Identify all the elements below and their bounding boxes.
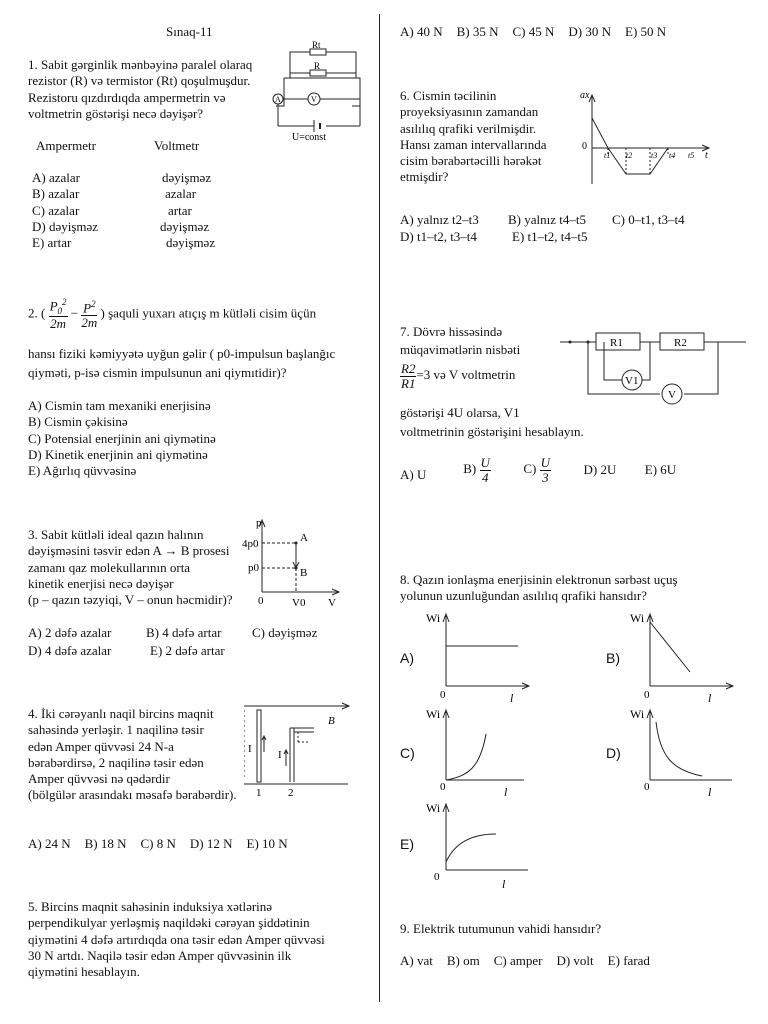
- q6-option-b[interactable]: B) yalnız t4–t5: [508, 212, 586, 227]
- q8-axis-label: 0: [440, 781, 446, 793]
- q8-axis-label: l: [502, 877, 506, 891]
- q3-line: zamanı qaz molekullarının orta: [28, 559, 191, 575]
- q8-graph-e[interactable]: [424, 798, 534, 894]
- q6-acceleration-graph: [578, 86, 714, 190]
- q3-option-a[interactable]: A) 2 dəfə azalar: [28, 625, 112, 640]
- q2-fraction: $\frac{P_0^2}{2m}$: [49, 297, 67, 332]
- q9-option-b[interactable]: B) om: [446, 953, 480, 968]
- q3-line: (p – qazın təzyiqi, V – onun həcmidir)?: [28, 592, 233, 607]
- q1-line: rezistor (R) və termistor (Rt) qoşulmuşdur.: [28, 73, 251, 89]
- q8-axis-label: Wi: [426, 801, 441, 815]
- q5-option-e[interactable]: E) 50 N: [625, 24, 667, 39]
- q5-line: 30 N artdı. Naqilə təsir edən Amper qüvvəsinin ilk: [28, 947, 292, 963]
- q2-formula-line: 2. ( $\frac{P_0^2}{2m}$ − $\frac{P^2}{2m}$ ) şaquli yuxarı atıçış m kütləli cisim üçün: [28, 297, 317, 332]
- q7-options: [400, 456, 676, 484]
- q4-wires-diagram: [244, 698, 354, 802]
- q6-fig-label: 0: [582, 141, 587, 152]
- q7-fig-label: V: [668, 389, 676, 401]
- q2-options: [28, 398, 216, 479]
- q3-line: kinetik enerjisi necə dəyişər: [28, 575, 174, 591]
- q4-option-c[interactable]: C) 8 N: [140, 836, 176, 851]
- q8-option-c-label[interactable]: C): [400, 745, 415, 761]
- q8-axis-label: Wi: [630, 611, 645, 625]
- q6-option-c[interactable]: C) 0–t1, t3–t4: [612, 212, 685, 227]
- q6-fig-label: ax: [580, 90, 590, 101]
- q8-graph-b[interactable]: [628, 608, 738, 704]
- q3-option-d[interactable]: D) 4 dəfə azalar: [28, 643, 112, 658]
- q8-axis-label: Wi: [426, 611, 441, 625]
- q1-circuit-diagram: [268, 40, 373, 144]
- q4-line: bərabərdirsə, 2 naqilinə təsir edən: [28, 754, 204, 770]
- q6-fig-label: t2: [626, 151, 633, 160]
- q1-option-e[interactable]: E) artar dəyişməz: [32, 235, 216, 250]
- q4-fig-label: I: [248, 743, 252, 755]
- q2-line: qiyməti, p-isə cismin impulsunun ani qiymıtidir)?: [28, 365, 287, 380]
- q2-fraction: $\frac{P^2}{2m}$: [81, 298, 98, 330]
- q9-option-a[interactable]: A) vat: [400, 953, 433, 968]
- q8-line: yolunun uzunluğundan asılılıq qrafiki hansıdır?: [400, 588, 647, 604]
- q5-option-d[interactable]: D) 30 N: [568, 24, 611, 39]
- q3-fig-label: 4p0: [242, 538, 259, 550]
- q4-fig-label: 2: [288, 787, 294, 799]
- q8-axis-label: l: [510, 691, 514, 704]
- q1-fig-label: U=const: [292, 132, 326, 143]
- q3-fig-label: p0: [248, 562, 259, 574]
- q3-fig-label: V: [328, 597, 336, 609]
- q4-line: sahəsində yerləşir. 1 naqilinə təsir: [28, 722, 204, 738]
- q6-line: Hansı zaman intervallarında: [400, 136, 547, 152]
- q1-fig-label: Rt: [312, 40, 321, 50]
- q6-fig-label: t1: [604, 151, 611, 160]
- q8-graph-c[interactable]: [424, 704, 534, 800]
- q3-fig-label: B: [300, 567, 308, 579]
- q7-option-d[interactable]: D) 2U: [583, 462, 617, 478]
- q1-line: 1. Sabit gərginlik mənbəyinə paralel olaraq: [28, 57, 253, 72]
- q8-axis-label: Wi: [630, 707, 645, 721]
- q1-fig-label: V: [311, 95, 317, 104]
- q8-line: 8. Qazın ionlaşma enerjisinin elektronun sərbəst uçuş: [400, 572, 678, 587]
- q7-option-a[interactable]: A) U: [400, 466, 427, 482]
- q2-option-c[interactable]: C) Potensial enerjinin ani qiymətinə: [28, 430, 216, 446]
- q7-circuit-diagram: [560, 328, 750, 406]
- q4-options: [28, 836, 302, 852]
- q6-options-row2: [400, 229, 587, 245]
- q8-axis-label: 0: [440, 689, 446, 701]
- q2-option-e[interactable]: E) Ağırlıq qüvvəsinə: [28, 463, 137, 478]
- question-1: [28, 57, 252, 122]
- q7-option-c[interactable]: C) $\frac{U}{3}$: [523, 455, 551, 485]
- q9-option-d[interactable]: D) volt: [556, 953, 594, 968]
- q1-line: voltmetrin göstərişi necə dəyişər?: [28, 105, 204, 121]
- question-8: [400, 572, 678, 605]
- q8-option-e-label[interactable]: E): [400, 836, 414, 852]
- column-divider: [379, 14, 380, 1002]
- q1-fig-label: A: [275, 95, 281, 104]
- q5-line: perpendikulyar yerləşmiş naqildəki cərəyan şiddətinin: [28, 915, 310, 931]
- q7-line: göstərişi 4U olarsa, V1: [400, 405, 520, 420]
- q5-option-c[interactable]: C) 45 N: [512, 24, 555, 39]
- q4-option-b[interactable]: B) 18 N: [84, 836, 127, 851]
- q6-option-d[interactable]: D) t1–t2, t3–t4: [400, 229, 477, 244]
- q8-graph-d[interactable]: [628, 704, 738, 800]
- q8-axis-label: 0: [434, 871, 440, 883]
- q1-col-ammeter: Ampermetr: [36, 138, 96, 153]
- q6-options-row1: [400, 212, 685, 228]
- q3-fig-label: V0: [292, 597, 306, 609]
- q7-line: voltmetrinin göstərişini hesablayın.: [400, 424, 584, 439]
- q3-options-row1: [28, 625, 317, 641]
- q3-fig-label: 0: [258, 595, 264, 607]
- question-4: [28, 706, 237, 804]
- q1-options: [32, 170, 215, 251]
- question-6: [400, 88, 547, 186]
- q6-line: 6. Cismin təcilinin: [400, 88, 497, 103]
- q1-col-voltmeter: Voltmetr: [154, 138, 200, 153]
- q6-option-e[interactable]: E) t1–t2, t4–t5: [512, 229, 588, 244]
- q7-fig-label: V1: [625, 375, 639, 387]
- q3-option-b[interactable]: B) 4 dəfə artar: [146, 625, 222, 640]
- q8-graph-a[interactable]: [424, 608, 534, 704]
- q8-axis-label: l: [504, 785, 508, 799]
- q7-line: müqavimətlərin nisbəti: [400, 342, 521, 357]
- q8-axis-label: Wi: [426, 707, 441, 721]
- q6-fig-label: t: [705, 150, 708, 161]
- q6-fig-label: t5: [688, 151, 695, 160]
- q8-axis-label: 0: [644, 781, 650, 793]
- q3-fig-label: A: [300, 532, 308, 544]
- q7-ratio-line: $\frac{R2}{R1}$ =3 və V voltmetrin: [401, 361, 516, 391]
- q5-option-a[interactable]: A) 40 N: [400, 24, 443, 39]
- q3-fig-label: p: [256, 517, 262, 529]
- q4-option-a[interactable]: A) 24 N: [28, 836, 71, 851]
- q8-axis-label: l: [708, 691, 712, 704]
- q1-fig-label: R: [314, 61, 321, 71]
- q4-line: (bölgülər arasındakı məsafə bərabərdir).: [28, 787, 237, 803]
- q2-option-b[interactable]: B) Cismin çəkisinə: [28, 414, 128, 430]
- q6-fig-label: t3: [651, 151, 658, 160]
- q1-option-c[interactable]: C) azalar artar: [32, 202, 192, 218]
- q5-option-b[interactable]: B) 35 N: [456, 24, 499, 39]
- q6-option-a[interactable]: A) yalnız t2–t3: [400, 212, 479, 227]
- q8-option-b-label[interactable]: B): [606, 650, 620, 666]
- q5-options: [400, 24, 680, 40]
- q1-option-d[interactable]: D) dəyişməz dəyişməz: [32, 218, 210, 234]
- q6-line: asılılıq qrafiki verilmişdir.: [400, 120, 537, 136]
- q5-line: qiymətini hesablayın.: [28, 964, 140, 979]
- q9-option-c[interactable]: C) amper: [493, 953, 543, 968]
- q9-options: [400, 953, 664, 969]
- q2-option-a[interactable]: A) Cismin tam mexaniki enerjisinə: [28, 398, 211, 413]
- q4-fig-label: I: [278, 749, 282, 761]
- q4-fig-label: B: [328, 715, 335, 727]
- q6-line: etmişdir?: [400, 169, 449, 185]
- q2-line: hansı fiziki kəmiyyətə uyğun gəlir ( p0-impulsun başlanğıc: [28, 346, 336, 361]
- q4-fig-label: 1: [256, 787, 262, 799]
- q8-option-a-label[interactable]: A): [400, 650, 414, 666]
- q8-axis-label: l: [708, 785, 712, 799]
- q4-option-d[interactable]: D) 12 N: [189, 836, 233, 851]
- q9-option-e[interactable]: E) farad: [607, 953, 650, 968]
- q6-line: cisim bərabərtəcilli hərəkət: [400, 153, 542, 168]
- question-3: [28, 527, 233, 608]
- q9-question: 9. Elektrik tutumunun vahidi hansıdır?: [400, 921, 602, 936]
- q4-line: Amper qüvvəsi nə qədərdir: [28, 771, 170, 786]
- q7-option-e[interactable]: E) 6U: [644, 462, 677, 478]
- q3-options-row2: [28, 643, 225, 659]
- q7-fig-label: R2: [674, 337, 687, 349]
- q8-axis-label: 0: [644, 689, 650, 701]
- question-5: [28, 899, 325, 980]
- q7-option-b[interactable]: B) $\frac{U}{4}$: [463, 455, 490, 485]
- q4-line: edən Amper qüvvəsi 24 N-a: [28, 738, 174, 754]
- q3-option-e[interactable]: E) 2 dəfə artar: [150, 643, 225, 658]
- q2-option-d[interactable]: D) Kinetik enerjinin ani qiymətinə: [28, 446, 208, 462]
- q5-line: qiymətini 4 dəfə artırdıqda ona təsir edən Amper qüvvəsi: [28, 931, 325, 947]
- q7-line: 7. Dövrə hissəsində: [400, 324, 503, 339]
- page-title: Sınaq-11: [166, 24, 213, 39]
- q3-pv-graph: [240, 514, 345, 612]
- q1-line: Rezistoru qızdırdıqda ampermetrin və: [28, 89, 226, 105]
- q1-option-b[interactable]: B) azalar azalar: [32, 186, 197, 202]
- q4-line: 4. İki cərəyanlı naqil bircins maqnit: [28, 706, 214, 721]
- q3-option-c[interactable]: C) dəyişməz: [252, 625, 318, 640]
- q4-option-e[interactable]: E) 10 N: [246, 836, 288, 851]
- q1-option-a[interactable]: A) azalar dəyişməz: [32, 170, 212, 185]
- q5-line: 5. Bircins maqnit sahəsinin induksiya xətlərinə: [28, 899, 273, 914]
- q3-line: 3. Sabit kütləli ideal qazın halının: [28, 527, 204, 542]
- q3-line: dəyişməsini təsvir edən A → B prosesi: [28, 543, 230, 559]
- q8-option-d-label[interactable]: D): [606, 745, 621, 761]
- q6-line: proyeksiyasının zamandan: [400, 104, 539, 120]
- q7-fig-label: R1: [610, 337, 623, 349]
- q6-fig-label: t4: [669, 151, 676, 160]
